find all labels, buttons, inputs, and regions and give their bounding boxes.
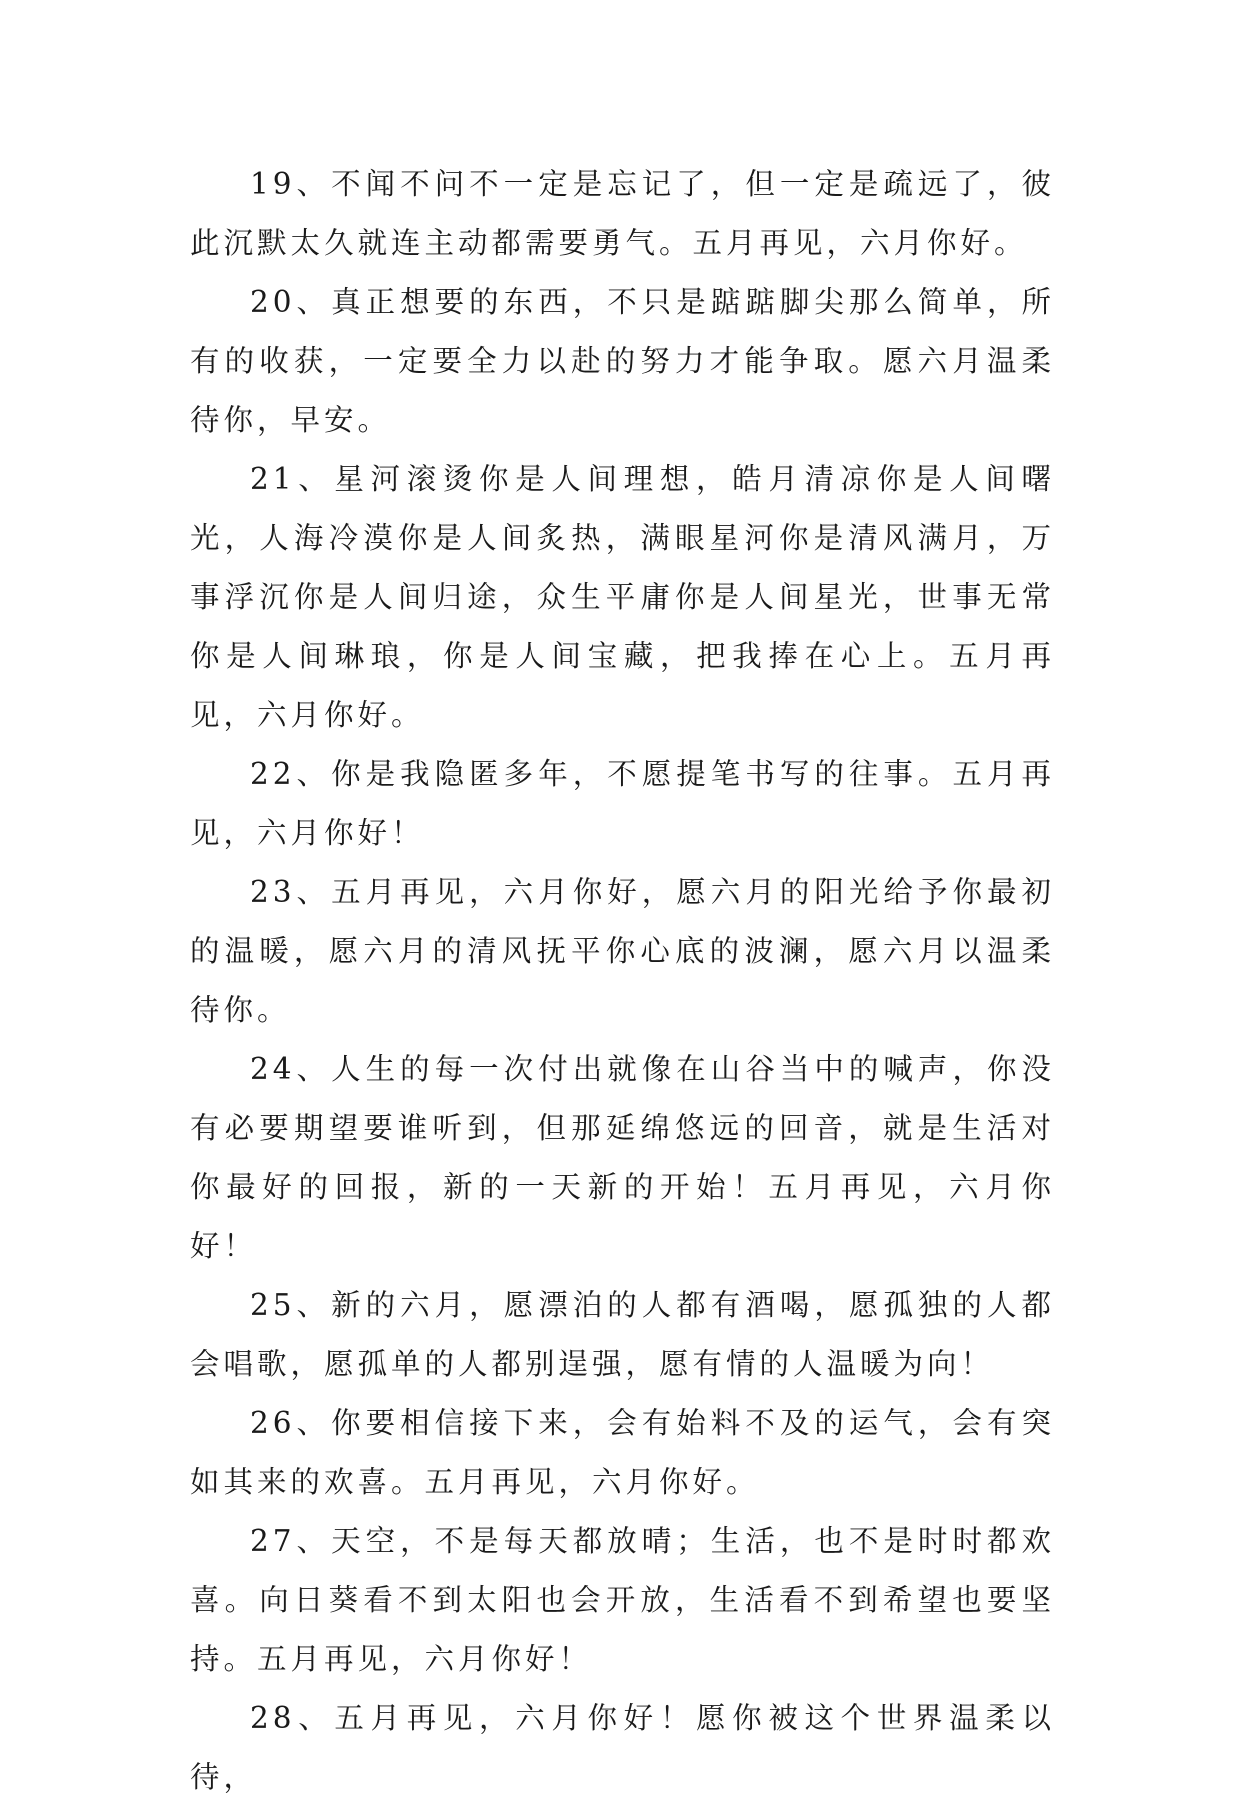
paragraph-25: 25、新的六月，愿漂泊的人都有酒喝，愿孤独的人都会唱歌，愿孤单的人都别逞强，愿有情的人温暖为向！ [190, 1288, 1055, 1381]
paragraph-26: 26、你要相信接下来，会有始料不及的运气，会有突如其来的欢喜。五月再见，六月你好。 [190, 1406, 1055, 1499]
paragraph-22: 22、你是我隐匿多年，不愿提笔书写的往事。五月再见，六月你好！ [190, 757, 1055, 850]
document-body [190, 155, 1055, 1807]
paragraph-27: 27、天空，不是每天都放晴；生活，也不是时时都欢喜。向日葵看不到太阳也会开放，生活看不到希望也要坚持。五月再见，六月你好！ [190, 1524, 1055, 1676]
paragraph-28: 28、五月再见，六月你好！愿你被这个世界温柔以待， [190, 1701, 1055, 1794]
paragraph-19: 19、不闻不问不一定是忘记了，但一定是疏远了，彼此沉默太久就连主动都需要勇气。五月再见，六月你好。 [190, 167, 1055, 260]
paragraph-23: 23、五月再见，六月你好，愿六月的阳光给予你最初的温暖，愿六月的清风抚平你心底的波澜，愿六月以温柔待你。 [190, 875, 1055, 1027]
paragraph-21: 21、星河滚烫你是人间理想，皓月清凉你是人间曙光，人海冷漠你是人间炙热，满眼星河你是清风满月，万事浮沉你是人间归途，众生平庸你是人间星光，世事无常你是人间琳琅，你是人间宝藏，把我捧在心上。五月再见，六月你好。 [190, 462, 1055, 732]
paragraph-20: 20、真正想要的东西，不只是踮踮脚尖那么简单，所有的收获，一定要全力以赴的努力才能争取。愿六月温柔待你，早安。 [190, 285, 1055, 437]
paragraph-24: 24、人生的每一次付出就像在山谷当中的喊声，你没有必要期望要谁听到，但那延绵悠远的回音，就是生活对你最好的回报，新的一天新的开始！五月再见，六月你好！ [190, 1052, 1055, 1263]
